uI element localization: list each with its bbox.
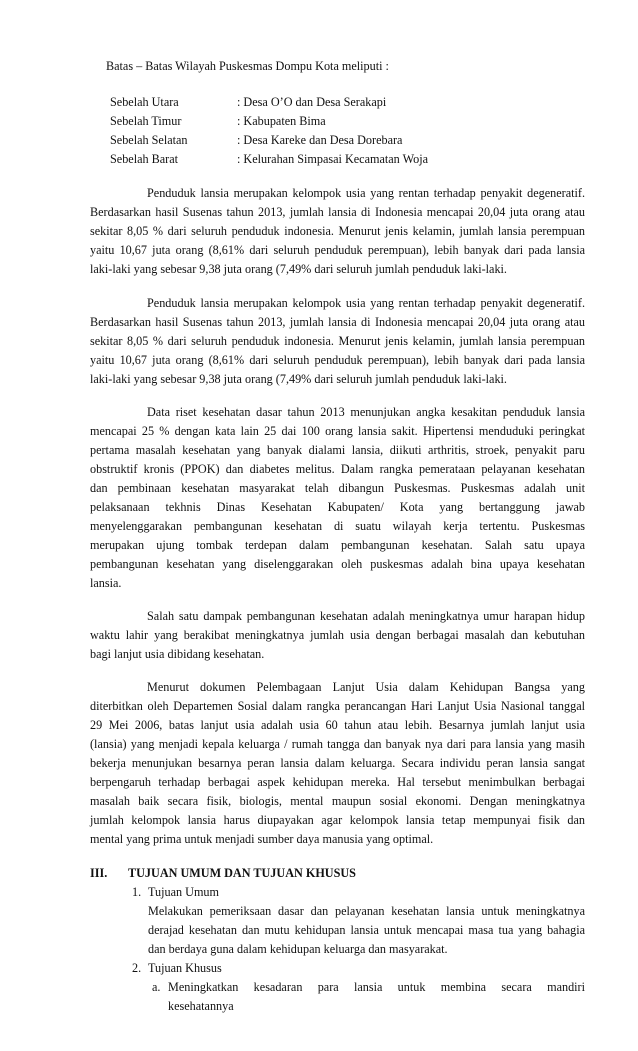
paragraph-line: 29 Mei 2006, batas lanjut usia adalah usia 60 tahun atau lebih. Besarnya jumlah lanjut usia	[90, 718, 585, 732]
paragraph-line: yaitu 10,67 juta orang (8,61% dari seluruh penduduk perempuan), lebih banyak dari pada lansia	[90, 353, 585, 367]
item-1-title: Tujuan Umum	[148, 885, 219, 899]
section-header: Batas – Batas Wilayah Puskesmas Dompu Kota meliputi :	[106, 59, 389, 73]
paragraph-line: laki-laki yang sebesar 9,38 juta orang (7,49% dari seluruh jumlah penduduk laki-laki.	[90, 262, 507, 276]
paragraph-line: (lansia) yang menjadi kepala keluarga / rumah tangga dan banyak nya dari para lansia yang masih	[90, 737, 585, 751]
sub-item-a-line: Meningkatkan kesadaran para lansia untuk membina secara mandiri	[168, 980, 585, 994]
border-side-south: Sebelah Selatan	[110, 133, 188, 147]
paragraph-line: masalah baik secara fisik, biologis, mental maupun sosial ekonomi. Dengan meningkatnya	[90, 794, 585, 808]
paragraph-line: laki-laki yang sebesar 9,38 juta orang (7,49% dari seluruh jumlah penduduk laki-laki.	[90, 372, 507, 386]
paragraph-line: yaitu 10,67 juta orang (8,61% dari seluruh penduduk perempuan), lebih banyak dari pada lansia	[90, 243, 585, 257]
border-value-west: : Kelurahan Simpasai Kecamatan Woja	[237, 152, 429, 166]
paragraph-line: Salah satu dampak pembangunan kesehatan adalah meningkatnya umur harapan hidup	[147, 609, 585, 623]
paragraph-line: Penduduk lansia merupakan kelompok usia yang rentan terhadap penyakit degeneratif.	[147, 296, 585, 310]
paragraph-line: bagi lanjut usia dibidang kesehatan.	[90, 647, 265, 661]
paragraph-line: Penduduk lansia merupakan kelompok usia yang rentan terhadap penyakit degeneratif.	[147, 186, 585, 200]
paragraph-line: sekitar 8,05 % dari seluruh penduduk indonesia. Menurut jenis kelamin, jumlah lansia perempuan	[90, 224, 585, 238]
border-side-west: Sebelah Barat	[110, 152, 179, 166]
paragraph-line: mental yang prima untuk menjadi sumber daya manusia yang optimal.	[90, 832, 434, 846]
paragraph-line: menyelenggarakan pembangunan kesehatan di suatu wilayah kerja tertentu. Puskesmas	[90, 519, 585, 533]
paragraph-line: mencapai 25 % dengan kata lain 25 dai 100 orang lansia sakit. Hipertensi menduduki peringkat	[90, 424, 585, 438]
border-side-east: Sebelah Timur	[110, 114, 182, 128]
item-2-number: 2.	[132, 961, 142, 975]
paragraph-line: waktu lahir yang berakibat meningkatnya jumlah usia dengan berbagai masalah dan kebutuhan	[90, 628, 585, 642]
sub-item-a-letter: a.	[152, 980, 161, 994]
item-1-line: derajad kesehatan dan mutu kehidupan lansia untuk mencapai masa tua yang bahagia	[148, 923, 585, 937]
section-number: III.	[90, 866, 108, 880]
paragraph-line: Berdasarkan hasil Susenas tahun 2013, jumlah lansia di Indonesia mencapai 20,04 juta orang atau	[90, 205, 585, 219]
border-value-south: : Desa Kareke dan Desa Dorebara	[237, 133, 403, 147]
paragraph-line: dan pembinaan kesehatan masyarakat telah dibangun Puskesmas. Puskesmas adalah unit	[90, 481, 585, 495]
border-value-north: : Desa O’O dan Desa Serakapi	[237, 95, 387, 109]
item-2-title: Tujuan Khusus	[148, 961, 222, 975]
paragraph-line: obstruktif kronis (PPOK) dan diabetes melitus. Dalam rangka pemerataan pelayanan kesehatan	[90, 462, 585, 476]
item-1-line: Melakukan pemeriksaan dasar dan pelayanan kesehatan lansia untuk meningkatnya	[148, 904, 585, 918]
paragraph-line: Data riset kesehatan dasar tahun 2013 menunjukan angka kesakitan penduduk lansia	[147, 405, 585, 419]
paragraph-line: bekerja menunjukan besarnya peran lansia dalam keluarga. Secara individu peran lansia sangat	[90, 756, 585, 770]
paragraph-line: Menurut dokumen Pelembagaan Lanjut Usia dalam Kehidupan Bangsa yang	[147, 680, 585, 694]
paragraph-line: berpengaruh terhadap berbagai aspek kehidupan mereka. Hal tersebut menimbulkan berbagai	[90, 775, 585, 789]
sub-item-a-line: kesehatannya	[168, 999, 234, 1013]
paragraph-line: diterbitkan oleh Departemen Sosial dalam rangka perancangan Hari Lanjut Usia Nasional tanggal	[90, 699, 585, 713]
section-title: TUJUAN UMUM DAN TUJUAN KHUSUS	[128, 866, 356, 880]
paragraph-line: lansia.	[90, 576, 122, 590]
paragraph-line: sekitar 8,05 % dari seluruh penduduk indonesia. Menurut jenis kelamin, jumlah lansia perempuan	[90, 334, 585, 348]
paragraph-line: pembangunan kesehatan yang diselenggarakan oleh puskesmas adalah bina upaya kesehatan	[90, 557, 585, 571]
item-1-line: dan berdaya guna dalam kehidupan keluarga dan masyarakat.	[148, 942, 448, 956]
paragraph-line: jumlah kelompok lansia harus diupayakan agar kelompok lansia tetap mempunyai fisik dan	[90, 813, 585, 827]
item-1-number: 1.	[132, 885, 142, 899]
paragraph-line: merupakan ujung tombak terdepan dalam pembangunan kesehatan. Salah satu upaya	[90, 538, 585, 552]
border-value-east: : Kabupaten Bima	[237, 114, 326, 128]
paragraph-line: Berdasarkan hasil Susenas tahun 2013, jumlah lansia di Indonesia mencapai 20,04 juta orang atau	[90, 315, 585, 329]
paragraph-line: pertama masalah kesehatan yang banyak dialami lansia, diikuti arthritis, stroek, penyakit paru	[90, 443, 585, 457]
border-side-north: Sebelah Utara	[110, 95, 179, 109]
paragraph-line: pelaksanaan tekhnis Dinas Kesehatan Kabupaten/ Kota yang bertanggung jawab	[90, 500, 585, 514]
